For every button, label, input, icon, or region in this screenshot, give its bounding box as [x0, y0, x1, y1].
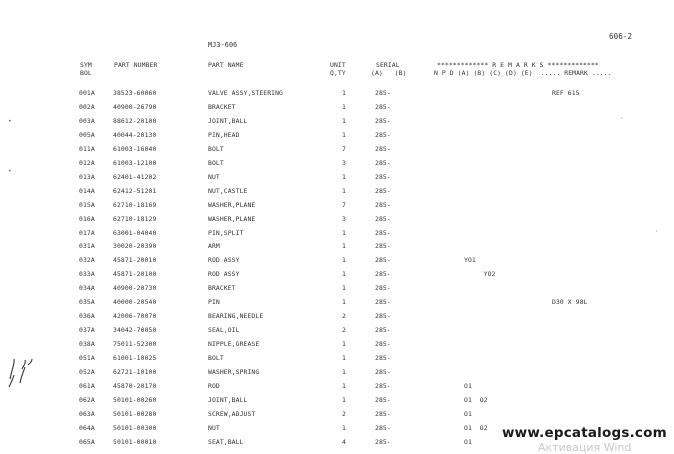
cell-symbol: 033A: [79, 270, 95, 279]
cell-symbol: 001A: [79, 89, 95, 97]
cell-quantity: 1: [342, 242, 346, 251]
cell-quantity: 1: [342, 340, 346, 349]
cell-part-number: 50101-00010: [113, 437, 157, 446]
cell-npd-codes: O1 O2: [464, 423, 488, 432]
cell-part-number: 62710-18129: [113, 214, 157, 223]
handwritten-mark: [6, 357, 36, 389]
cell-quantity: 1: [342, 298, 346, 307]
cell-quantity: 1: [342, 284, 346, 293]
cell-quantity: 3: [342, 214, 346, 223]
cell-part-name: NUT,CASTLE: [208, 186, 248, 195]
cell-serial: 285-: [375, 200, 391, 209]
cell-quantity: 1: [342, 423, 346, 432]
cell-part-number: 75011-52300: [113, 340, 157, 349]
table-row: [0, 354, 674, 364]
cell-part-number: 62401-41202: [113, 172, 157, 181]
cell-serial: 285-: [375, 284, 391, 293]
header-serial: SERIAL: [376, 61, 400, 69]
scan-mark: ·: [620, 115, 624, 122]
table-row: [0, 368, 674, 378]
table-row: [0, 103, 674, 113]
cell-part-number: 62721-10100: [113, 368, 157, 376]
cell-part-name: JOINT,BALL: [208, 395, 248, 404]
cell-quantity: 3: [342, 158, 346, 167]
cell-symbol: 002A: [79, 102, 95, 111]
cell-symbol: 035A: [79, 298, 95, 307]
cell-part-name: WASHER,SPRING: [208, 368, 260, 376]
cell-part-name: WASHER,PLANE: [208, 214, 256, 223]
cell-serial: 285-: [375, 186, 391, 195]
cell-symbol: 038A: [79, 340, 95, 349]
watermark-site: www.epcatalogs.com: [502, 425, 667, 441]
cell-quantity: 1: [342, 228, 346, 237]
cell-serial: 285-: [375, 395, 391, 404]
cell-part-name: BEARING,NEEDLE: [208, 312, 264, 321]
cell-part-name: ROD ASSY: [208, 256, 240, 265]
cell-serial: 285-: [375, 116, 391, 125]
cell-part-name: BOLT: [208, 158, 224, 167]
table-row: [0, 159, 674, 169]
table-row: [0, 145, 674, 155]
cell-serial: 285-: [375, 130, 391, 139]
table-row: [0, 187, 674, 197]
table-row: [0, 215, 674, 225]
cell-symbol: 061A: [79, 381, 95, 390]
cell-part-name: NUT: [208, 423, 220, 432]
cell-part-name: NUT: [208, 172, 220, 181]
cell-symbol: 005A: [79, 130, 95, 139]
cell-symbol: 014A: [79, 186, 95, 195]
cell-npd-codes: O1 O2: [464, 395, 488, 404]
cell-part-number: 50101-00260: [113, 395, 157, 404]
cell-serial: 285-: [375, 312, 391, 321]
cell-quantity: 2: [342, 409, 346, 418]
table-row: [0, 326, 674, 336]
cell-quantity: 1: [342, 186, 346, 195]
cell-part-name: ROD ASSY: [208, 270, 240, 279]
cell-serial: 285-: [375, 144, 391, 153]
cell-serial: 285-: [375, 214, 391, 223]
cell-quantity: 1: [342, 354, 346, 363]
cell-serial: 285-: [375, 409, 391, 418]
cell-symbol: 017A: [79, 228, 95, 237]
table-row: [0, 396, 674, 406]
cell-symbol: 011A: [79, 144, 95, 153]
cell-serial: 285-: [375, 423, 391, 432]
cell-symbol: 036A: [79, 312, 95, 321]
cell-part-name: SEAL,OIL: [208, 326, 240, 335]
cell-part-name: BOLT: [208, 144, 224, 153]
cell-npd-codes: YO2: [464, 270, 496, 279]
cell-symbol: 051A: [79, 354, 95, 363]
cell-part-number: 63001-04040: [113, 228, 157, 237]
table-row: [0, 312, 674, 322]
table-row: [0, 382, 674, 392]
cell-symbol: 031A: [79, 242, 95, 251]
table-row: [0, 242, 674, 252]
cell-part-name: BRACKET: [208, 284, 236, 293]
cell-part-name: SEAT,BALL: [208, 437, 244, 446]
cell-symbol: 065A: [79, 437, 95, 446]
cell-serial: 285-: [375, 158, 391, 167]
cell-serial: 285-: [375, 242, 391, 251]
cell-serial: 285-: [375, 437, 391, 446]
page-number: 606-2: [609, 32, 633, 41]
cell-symbol: 012A: [79, 158, 95, 167]
cell-serial: 285-: [375, 381, 391, 390]
cell-symbol: 003A: [79, 116, 95, 125]
header-quantity: Q,TY: [330, 69, 346, 77]
cell-symbol: 064A: [79, 423, 95, 432]
cell-part-number: 88612-20100: [113, 116, 157, 125]
table-row: [0, 256, 674, 266]
cell-serial: 285-: [375, 340, 391, 349]
header-symbol-2: BOL: [80, 69, 92, 77]
cell-symbol: 034A: [79, 284, 95, 293]
scan-mark: ·: [655, 228, 659, 235]
cell-serial: 285-: [375, 89, 391, 97]
header-symbol: SYM: [80, 61, 92, 69]
cell-part-number: 50101-00300: [113, 423, 157, 432]
cell-quantity: 4: [342, 437, 346, 446]
watermark-activation: Активация Wind: [538, 441, 632, 454]
cell-symbol: 013A: [79, 172, 95, 181]
cell-npd-codes: O1: [464, 437, 472, 446]
cell-symbol: 032A: [79, 256, 95, 265]
table-row: [0, 340, 674, 350]
table-row: [0, 131, 674, 141]
cell-part-number: 40900-26790: [113, 102, 157, 111]
table-row: [0, 284, 674, 294]
cell-remark: REF 615: [552, 89, 580, 97]
cell-part-number: 61001-10025: [113, 354, 157, 363]
cell-quantity: 1: [342, 381, 346, 390]
cell-npd-codes: O1: [464, 409, 472, 418]
cell-serial: 285-: [375, 270, 391, 279]
cell-part-number: 45871-20010: [113, 256, 157, 265]
cell-part-name: PIN,SPLIT: [208, 228, 244, 237]
cell-symbol: 037A: [79, 326, 95, 335]
cell-quantity: 1: [342, 130, 346, 139]
cell-part-number: 61003-12100: [113, 158, 157, 167]
cell-symbol: 062A: [79, 395, 95, 404]
cell-part-number: 40044-20130: [113, 130, 157, 139]
cell-npd-codes: O1: [464, 381, 472, 390]
table-row: [0, 117, 674, 127]
cell-part-number: 42006-70070: [113, 312, 157, 321]
cell-quantity: 1: [342, 172, 346, 181]
cell-part-name: VALVE ASSY,STEERING: [208, 89, 284, 97]
cell-part-name: WASHER,PLANE: [208, 200, 256, 209]
header-unit: UNIT: [330, 61, 346, 69]
table-row: [0, 270, 674, 280]
cell-part-number: 38523-60060: [113, 89, 157, 97]
cell-part-name: PIN,HEAD: [208, 130, 240, 139]
header-remarks-columns: N P D (A) (B) (C) (D) (E) ..... REMARK .....: [434, 69, 612, 77]
cell-part-number: 61003-16040: [113, 144, 157, 153]
cell-quantity: 1: [342, 395, 346, 404]
cell-part-number: 45870-20170: [113, 381, 157, 390]
cell-part-name: BRACKET: [208, 102, 236, 111]
header-serial-ab: (A) (B): [371, 69, 407, 77]
cell-quantity: 7: [342, 200, 346, 209]
table-row: [0, 89, 674, 99]
scan-mark: •: [8, 118, 12, 125]
header-part-number: PART NUMBER: [114, 61, 158, 69]
table-row: [0, 410, 674, 420]
cell-npd-codes: YO1: [464, 256, 476, 265]
cell-serial: 285-: [375, 102, 391, 111]
cell-remark: D30 X 98L: [552, 298, 588, 307]
cell-part-name: ARM: [208, 242, 220, 251]
cell-serial: 285-: [375, 326, 391, 335]
cell-part-name: NIPPLE,GREASE: [208, 340, 260, 349]
cell-quantity: 1: [342, 116, 346, 125]
cell-serial: 285-: [375, 354, 391, 363]
cell-part-name: SCREW,ADJUST: [208, 409, 256, 418]
cell-part-name: BOLT: [208, 354, 224, 363]
cell-part-name: JOINT,BALL: [208, 116, 248, 125]
cell-part-number: 30020-20390: [113, 242, 157, 251]
cell-symbol: 015A: [79, 200, 95, 209]
cell-part-number: 50101-00280: [113, 409, 157, 418]
cell-serial: 285-: [375, 298, 391, 307]
cell-part-number: 40000-20540: [113, 298, 157, 307]
cell-part-number: 62710-18169: [113, 200, 157, 209]
table-row: [0, 229, 674, 239]
cell-serial: 285-: [375, 368, 391, 376]
header-part-name: PART NAME: [208, 61, 244, 69]
document-code: MJ3-606: [208, 41, 238, 49]
cell-quantity: 1: [342, 270, 346, 279]
cell-part-number: 45871-20100: [113, 270, 157, 279]
cell-quantity: 1: [342, 89, 346, 97]
cell-part-number: 62412-51201: [113, 186, 157, 195]
table-row: [0, 298, 674, 308]
cell-quantity: 2: [342, 312, 346, 321]
cell-quantity: 1: [342, 256, 346, 265]
table-row: [0, 173, 674, 183]
cell-part-name: PIN: [208, 298, 220, 307]
cell-part-number: 34042-70050: [113, 326, 157, 335]
cell-quantity: 7: [342, 144, 346, 153]
cell-symbol: 052A: [79, 368, 95, 376]
cell-serial: 285-: [375, 256, 391, 265]
scan-mark: •: [8, 168, 12, 175]
cell-quantity: 2: [342, 326, 346, 335]
cell-serial: 285-: [375, 228, 391, 237]
cell-serial: 285-: [375, 172, 391, 181]
cell-symbol: 016A: [79, 214, 95, 223]
header-remarks: ************* R E M A R K S *************: [437, 61, 599, 69]
cell-quantity: 1: [342, 368, 346, 376]
cell-part-name: ROD: [208, 381, 220, 390]
cell-symbol: 063A: [79, 409, 95, 418]
cell-part-number: 40900-20730: [113, 284, 157, 293]
cell-quantity: 1: [342, 102, 346, 111]
table-row: [0, 201, 674, 211]
